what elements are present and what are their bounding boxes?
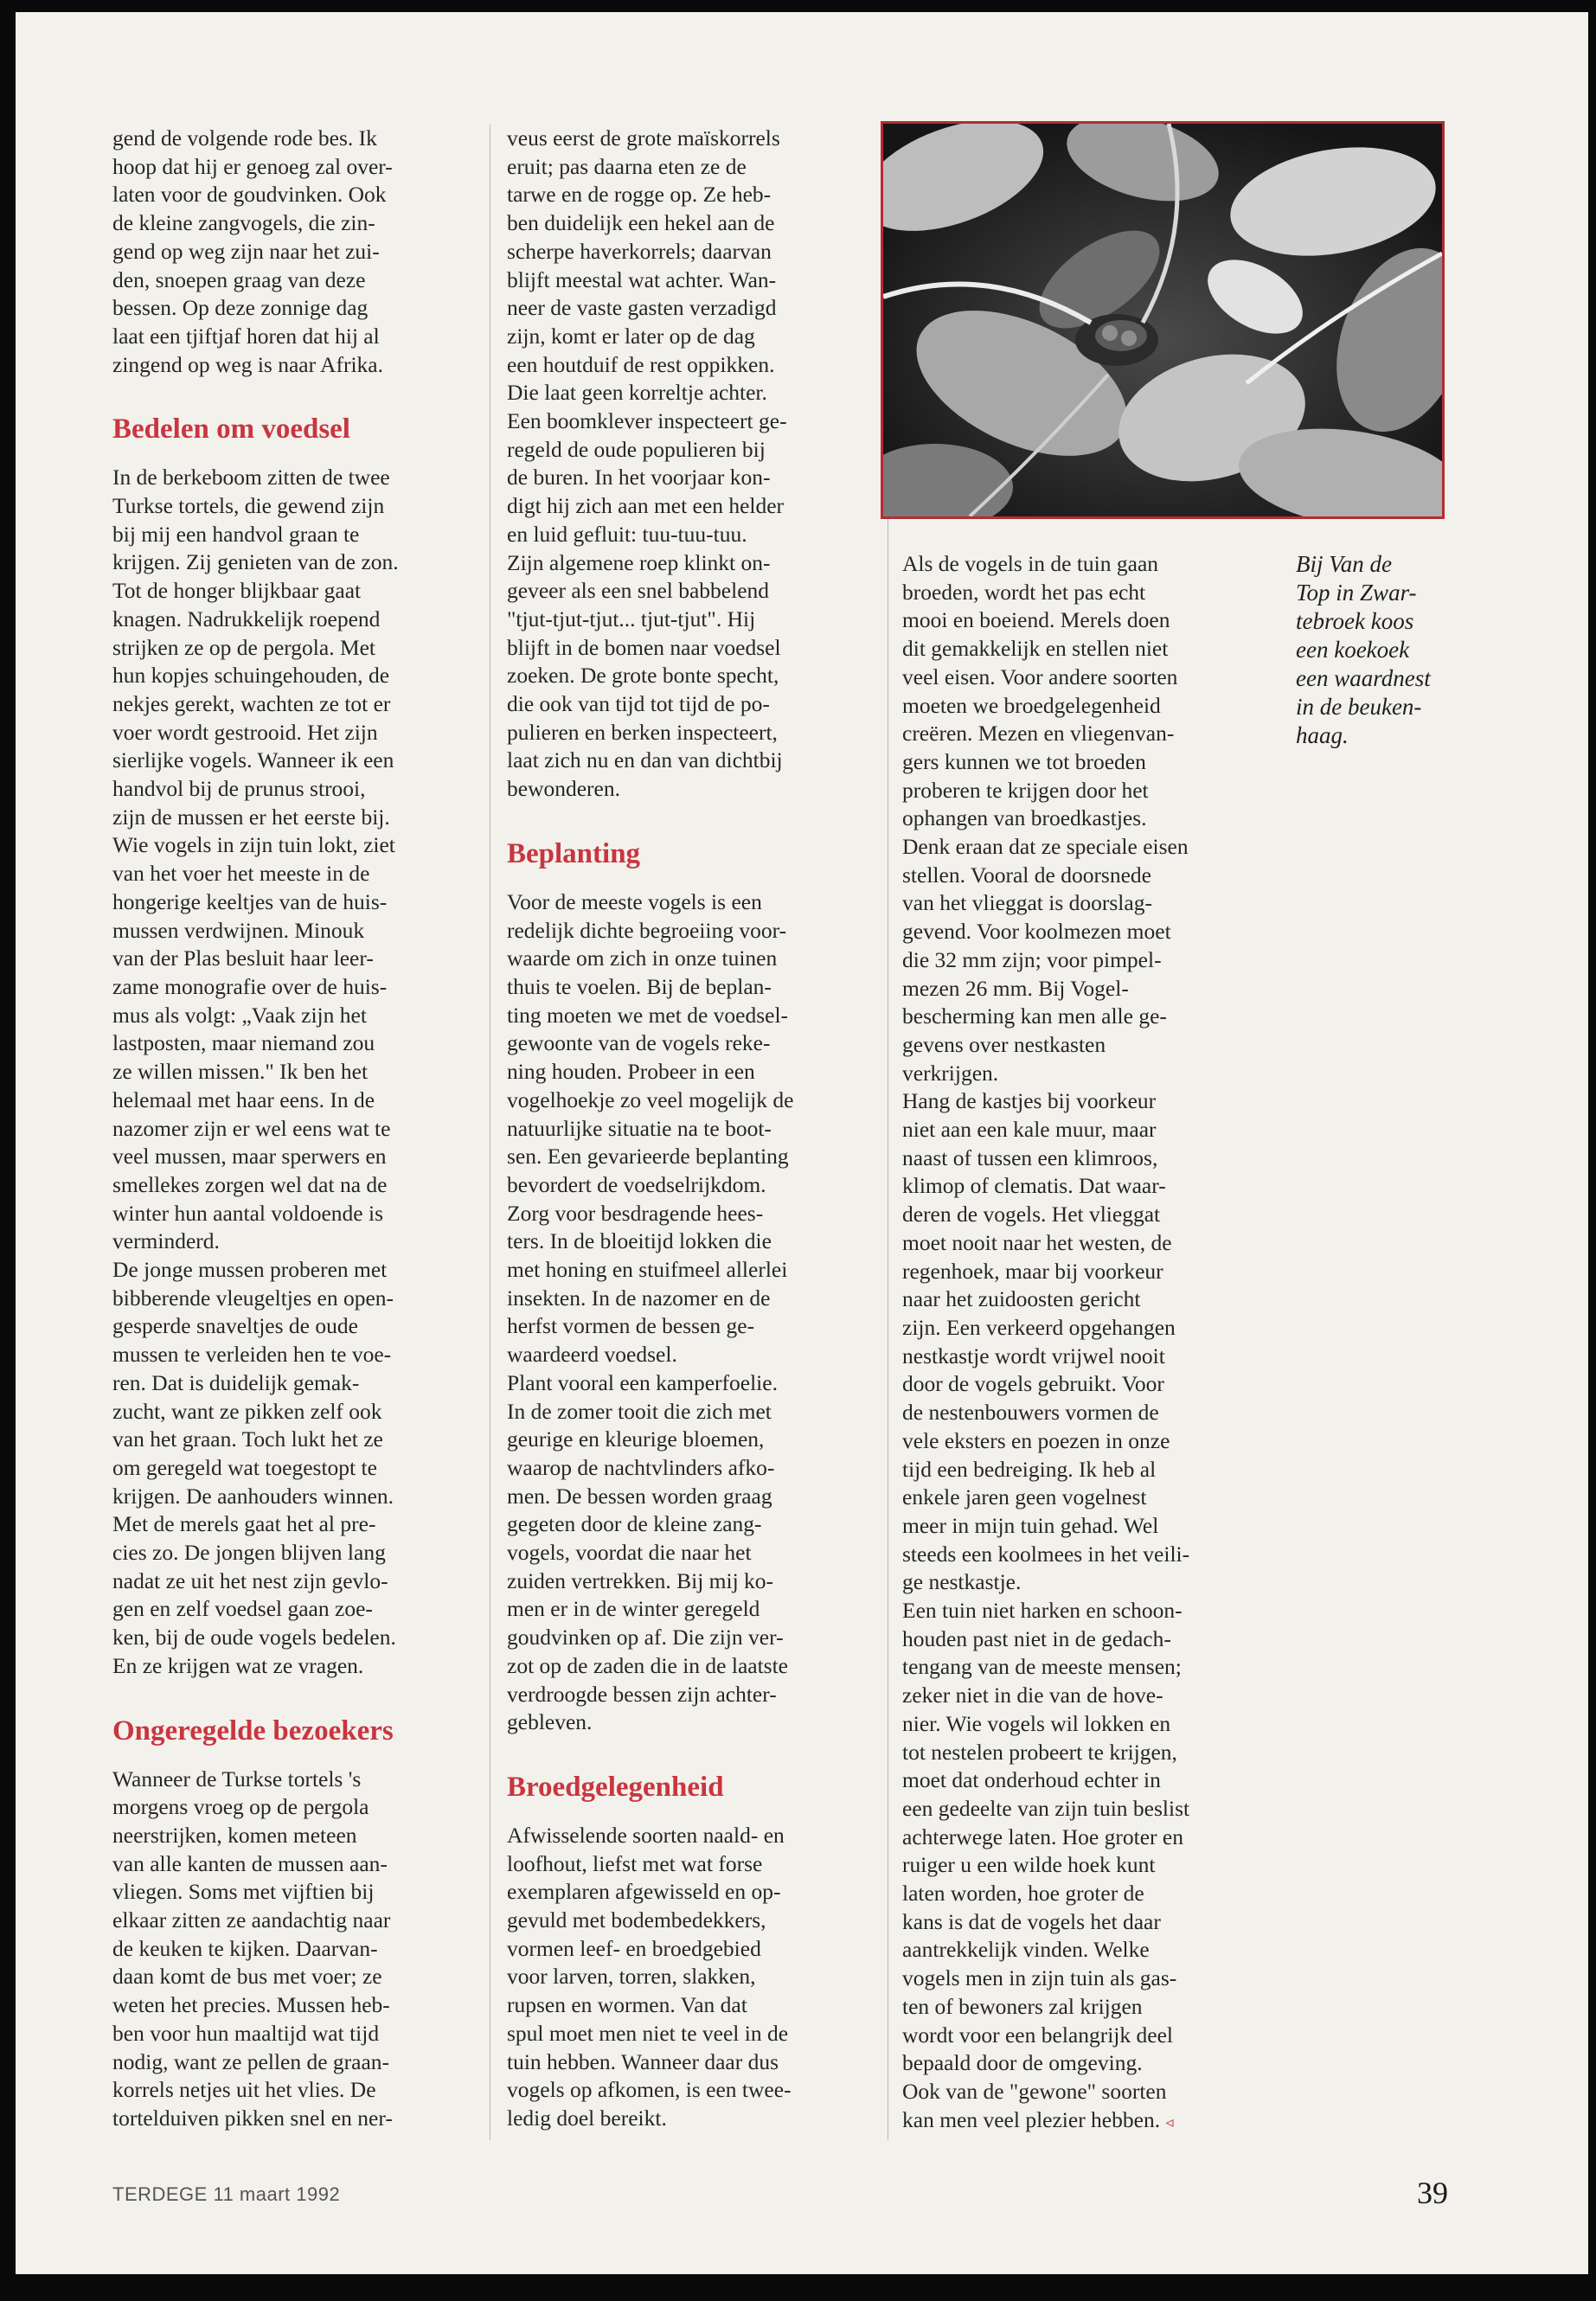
paragraph: gend de volgende rode bes. Ik hoop dat hij er genoeg zal over- laten voor de goudvinken. Ook de kleine zangvogels, die zin- gend op weg zijn naar het zui- den, snoepen graag van deze bessen. Op deze zonnige dag laat een tjiftjaf horen dat hij al zingend op weg is naar Afrika.: [112, 125, 393, 377]
paragraph: [902, 1597, 1276, 2136]
paragraph: Wanneer de Turkse tortels 's morgens vroeg op de pergola neerstrijken, komen meteen van alle kanten de mussen aan- vliegen. Soms met vijftien bij elkaar zitten ze aandachtig naar de keuken te kijken. Daarvan- daan komt de bus met voer; ze weten het precies. Mussen heb- ben voor hun maaltijd wat tijd nodig, want ze pellen de graan- korrels netjes uit het vlies. De tortelduiven pikken snel en ner-: [112, 1766, 393, 2131]
paragraph: In de berkeboom zitten de twee Turkse tortels, die gewend zijn bij mij een handvol graan te krijgen. Zij genieten van de zon. Tot de honger blijkbaar gaat knagen. Nadrukkelijk roepend strijken ze op de pergola. Met hun kopjes schuingehouden, de nekjes gerekt, wachten ze tot er voer wordt gestrooid. Het zijn sierlijke vogels. Wanneer ik een handvol bij de prunus strooi, zijn de mussen er het eerste bij. Wie vogels in zijn tuin lokt, ziet van het voer het meeste in de hongerige keeltjes van de huis- mussen verdwijnen. Minouk van der Plas besluit haar leer- zame monografie over de huis- mus als volgt: „Vaak zijn het lastposten, maar niemand zou ze willen missen." Ik ben het helemaal met haar eens. In de nazomer zijn er wel eens wat te veel mussen, maar sperwers en smellekes zorgen wel dat na de winter hun aantal voldoende is verminderd.: [112, 465, 399, 1254]
end-of-article-mark: ◃: [1165, 2112, 1174, 2131]
publication-footer: TERDEGE 11 maart 1992: [112, 2183, 341, 2205]
section-heading: Broedgelegenheid: [507, 1771, 724, 1803]
paragraph: veus eerst de grote maïskorrels eruit; pas daarna eten ze de tarwe en de rogge op. Ze heb- ben duidelijk een hekel aan de scherpe haverkorrels; daarvan blijft meestal wat achter. Wan- neer de vaste gasten verzadigd zijn, komt er later op de dag een houtduif de rest oppikken. Die laat geen korreltje achter. Een boomklever inspecteert ge- regeld de oude populieren bij de buren. In het voorjaar kon- digt hij zich aan met een helder en luid gefluit: tuu-tuu-tuu. Zijn algemene roep klinkt on- geveer als een snel babbelend "tjut-tjut-tjut... tjut-tjut". Hij blijft in de bomen naar voedsel zoeken. De grote bonte specht, die ook van tijd tot tijd de po- pulieren en berken inspecteert, laat zich nu en dan van dichtbij bewonderen.: [507, 125, 787, 802]
cuckoo-nest-photo: [881, 121, 1445, 519]
section-heading: Ongeregelde bezoekers: [112, 1715, 394, 1747]
article-column-1: [112, 125, 476, 2133]
magazine-page: [16, 12, 1588, 2274]
paragraph: Afwisselende soorten naald- en loofhout, liefst met wat forse exemplaren afgewisseld en op- gevuld met bodembedekkers, vormen leef- en broedgebied voor larven, torren, slakken, rupsen en wormen. Van dat spul moet men niet te veel in de tuin hebben. Wanneer daar dus vogels op afkomen, is een twee- ledig doel bereikt.: [507, 1822, 792, 2131]
photo-image: [883, 124, 1442, 516]
paragraph-text: Een tuin niet harken en schoon- houden past niet in de gedach- tengang van de meeste mensen; zeker niet in die van de hove- nier. Wie vogels wil lokken en tot nestelen probeert te krijgen, moet dat onderhoud echter in een gedeelte van zijn tuin beslist achterwege laten. Hoe groter en ruiger u een wilde hoek kunt laten worden, hoe groter de kans is dat de vogels het daar aantrekkelijk vinden. Welke vogels men in zijn tuin als gas- ten of bewoners zal krijgen wordt voor een belangrijk deel bepaald door de omgeving. Ook van de "gewone" soorten kan men veel plezier hebben.: [902, 1598, 1190, 2132]
section-heading: Beplanting: [507, 837, 641, 869]
paragraph: Als de vogels in de tuin gaan broeden, wordt het pas echt mooi en boeiend. Merels doen dit gemakkelijk en stellen niet veel eisen. Voor andere soorten moeten we broedgelegenheid creëren. Mezen en vliegenvan- gers kunnen we tot broeden proberen te krijgen door het ophangen van broedkastjes. Denk eraan dat ze speciale eisen stellen. Vooral de doorsnede van het vlieggat is doorslag- gevend. Voor koolmezen moet die 32 mm zijn; voor pimpel- mezen 26 mm. Bij Vogel- bescherming kan men alle ge- gevens over nestkasten verkrijgen.: [902, 551, 1189, 1086]
article-column-2: [507, 125, 875, 2133]
paragraph: Voor de meeste vogels is een redelijk dichte begroeiing voor- waarde om zich in onze tuinen thuis te voelen. Bij de beplan- ting moeten we met de voedsel- gewoonte van de vogels reke- ning houden. Probeer in een vogelhoekje zo veel mogelijk de natuurlijke situatie na te boot- sen. Een gevarieerde beplanting bevordert de voedselrijkdom. Zorg voor besdragende hees- ters. In de bloeitijd lokken die met honing en stuifmeel allerlei insekten. In de nazomer en de herfst vormen de bessen ge- waardeerd voedsel.: [507, 888, 794, 1368]
paragraph: De jonge mussen proberen met bibberende vleugeltjes en open- gesperde snaveltjes de oude mussen te verleiden hen te voe- ren. Dat is duidelijk gemak- zucht, want ze pikken zelf ook van het graan. Toch lukt het ze om geregeld wat toegestopt te krijgen. De aanhouders winnen. Met de merels gaat het al pre- cies zo. De jongen blijven lang nadat ze uit het nest zijn gevlo- gen en zelf voedsel gaan zoe- ken, bij de oude vogels bedelen. En ze krijgen wat ze vragen.: [112, 1257, 396, 1678]
page-number: 39: [1417, 2176, 1448, 2210]
photo-caption: Bij Van de Top in Zwar- tebroek koos een koekoek een waardnest in de beuken- haag.: [1296, 551, 1431, 748]
paragraph: Plant vooral een kamperfoelie. In de zomer tooit die zich met geurige en kleurige bloemen, waarop de nachtvlinders afko- men. De bessen worden graag gegeten door de kleine zang- vogels, voordat die naar het zuiden vertrekken. Bij mij ko- men er in de winter geregeld goudvinken op af. Die zijn ver- zot op de zaden die in de laatste verdroogde bessen zijn achter- gebleven.: [507, 1369, 788, 1735]
section-heading: Bedelen om voedsel: [112, 413, 350, 445]
paragraph: Hang de kastjes bij voorkeur niet aan een kale muur, maar naast of tussen een klimroos, klimop of clematis. Dat waar- deren de vogels. Het vlieggat moet nooit naar het westen, de regenhoek, maar bij voorkeur naar het zuidoosten gericht zijn. Een verkeerd opgehangen nestkastje wordt vrijwel nooit door de vogels gebruikt. Voor de nestenbouwers vormen de vele eksters en poezen in onze tijd een bedreiging. Ik heb al enkele jaren geen vogelnest meer in mijn tuin gehad. Wel steeds een koolmees in het veili- ge nestkastje.: [902, 1088, 1190, 1595]
article-column-3: [902, 550, 1276, 2136]
